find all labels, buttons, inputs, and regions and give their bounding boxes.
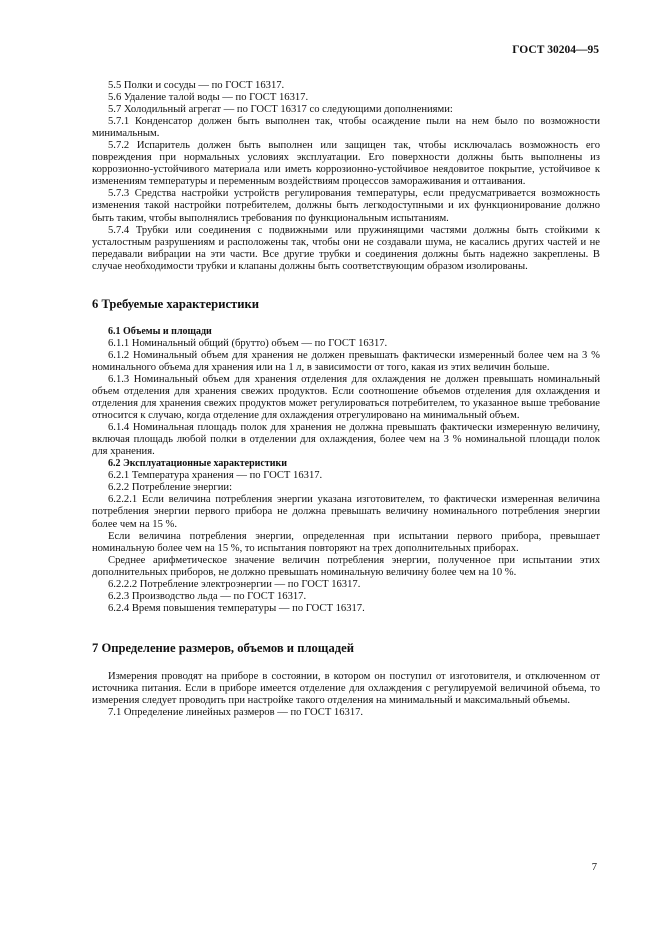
- paragraph-6-1-3: 6.1.3 Номинальный объем для хранения отделения для охлаждения не должен превышать номинальный объем отделения для хранения свежих продуктов. Если соотношение объемов отделения для охлаждения и отделения для хранения свежих продуктов может регулироваться потребителем, то указанное выше требование относится к случаю, когда отделение для охлаждения отрегулировано на минимальный объем.: [92, 373, 600, 422]
- subsection-6-2-heading: 6.2 Эксплуатационные характеристики: [108, 458, 288, 470]
- section-7-heading: 7 Определение размеров, объемов и площадей: [92, 640, 354, 655]
- paragraph-5-5: 5.5 Полки и сосуды — по ГОСТ 16317.: [108, 80, 285, 91]
- paragraph-5-7-3: 5.7.3 Средства настройки устройств регулирования температуры, если предусматривается возможность изменения такой настройки потребителем, должны быть легкодоступными и их функционирование должно быть таким, чтобы выполнялись требования по функциональным испытаниям.: [92, 188, 600, 224]
- document-code-header: ГОСТ 30204—95: [512, 44, 599, 56]
- paragraph-7-1: 7.1 Определение линейных размеров — по ГОСТ 16317.: [108, 707, 364, 719]
- paragraph-5-7-1: 5.7.1 Конденсатор должен быть выполнен так, чтобы осаждение пыли на нем было по возможности минимальным.: [92, 116, 600, 140]
- paragraph-5-6: 5.6 Удаление талой воды — по ГОСТ 16317.: [108, 92, 309, 104]
- paragraph-6-1-2: 6.1.2 Номинальный объем для хранения не должен превышать фактически измеренный более чем на 3 % номинального объема для хранения или на 1 л, в зависимости от того, какая из этих величин больше.: [92, 349, 600, 373]
- section-6-heading: 6 Требуемые характеристики: [92, 296, 259, 311]
- paragraph-7-intro: Измерения проводят на приборе в состоянии, в котором он поступил от изготовителя, и отключенном от источника питания. Если в приборе имеется отделение для охлаждения с регулируемой величиной объема, то измерения следует проводить при настройке такого отделения на минимальный и максимальный объемы.: [92, 670, 600, 706]
- document-body: [92, 80, 600, 719]
- paragraph-5-7: 5.7 Холодильный агрегат — по ГОСТ 16317 со следующими дополнениями:: [108, 104, 453, 116]
- paragraph-6-2-4: 6.2.4 Время повышения температуры — по ГОСТ 16317.: [108, 602, 365, 614]
- paragraph-6-2-2-1-repeat-test: Если величина потребления энергии, определенная при испытании первого прибора, превышает номинальную более чем на 15 %, то испытания повторяют на трех дополнительных приборах.: [92, 530, 600, 554]
- paragraph-6-2-1: 6.2.1 Температура хранения — по ГОСТ 16317.: [108, 470, 323, 482]
- subsection-6-1-heading: 6.1 Объемы и площади: [108, 325, 212, 337]
- paragraph-6-2-2: 6.2.2 Потребление энергии:: [108, 482, 233, 494]
- paragraph-5-7-4: 5.7.4 Трубки или соединения с подвижными или пружинящими частями должны быть стойкими к усталостным разрушениям и расположены так, чтобы они не создавали шума, не касались других частей и не передавали вибрации на эти части. Все другие трубки и соединения должны быть надежно закреплены. В случае необходимости трубки и клапаны должны быть соответствующим образом изолированы.: [92, 224, 600, 272]
- page-number: 7: [591, 862, 597, 873]
- paragraph-5-7-2: 5.7.2 Испаритель должен быть выполнен или защищен так, чтобы исключалась возможность его повреждения при нормальных условиях эксплуатации. Его поверхности должны быть выполнены из коррозионно-устойчивого материала или иметь коррозионно-устойчивое неядовитое покрытие, устойчивое к изменениям температуры и переменным воздействиям процессов замораживания и оттаивания.: [92, 140, 600, 188]
- paragraph-6-1-4: 6.1.4 Номинальная площадь полок для хранения не должна превышать фактически измеренную величину, включая площадь любой полки в отделении для охлаждения, более чем на 3 % номинальной площади полок для хранения.: [92, 422, 600, 458]
- paragraph-6-1-1: 6.1.1 Номинальный общий (брутто) объем — по ГОСТ 16317.: [108, 337, 388, 349]
- paragraph-6-2-2-2: 6.2.2.2 Потребление электроэнергии — по ГОСТ 16317.: [108, 578, 361, 590]
- paragraph-6-2-2-1-average: Среднее арифметическое значение величин потребления энергии, полученное при испытании этих дополнительных приборов, не должно превышать номинальную величину более чем на 10 %.: [92, 554, 600, 578]
- paragraph-6-2-3: 6.2.3 Производство льда — по ГОСТ 16317.: [108, 590, 307, 602]
- paragraph-6-2-2-1: 6.2.2.1 Если величина потребления энергии указана изготовителем, то фактически измеренная величина потребления энергии первого прибора не должна превышать величину номинального потребления энергии более чем на 15 %.: [92, 494, 600, 530]
